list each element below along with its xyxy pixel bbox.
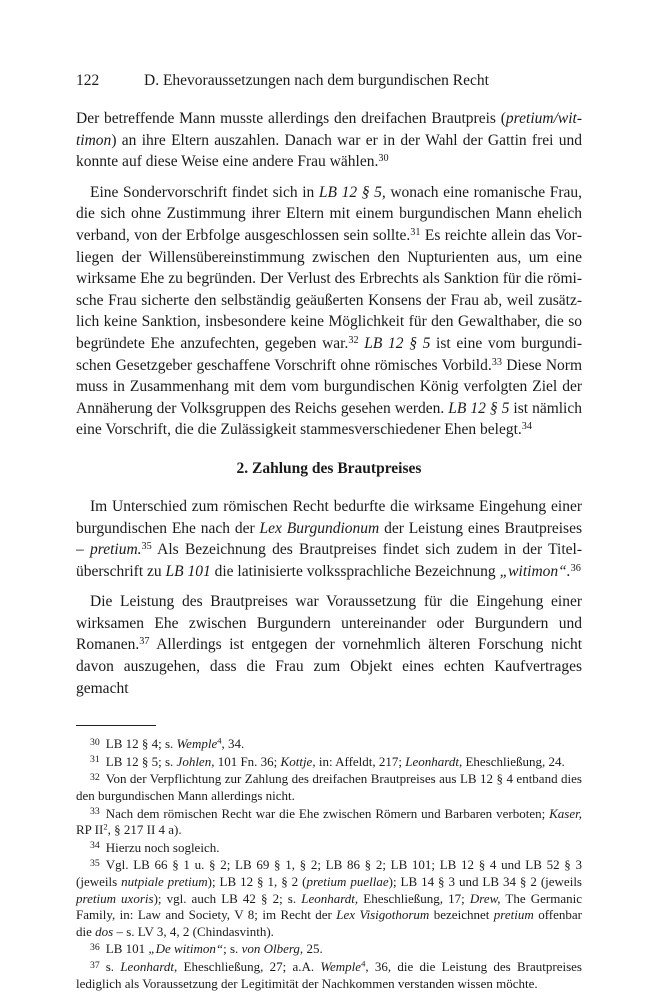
- italic-text: „De witimon“: [148, 941, 224, 957]
- text: Es reichte allein das Vorliegen der Willensübereinstimmung zwischen den Nupturienten aus, um eine wirksame Ehe zu begründen. Der Verlust des Erbrechts als Sanktion für die römische Frau sicherte den selbständig geäußerten Konsens der Frau ab, weil zusätzlich keine Sanktion, insbesondere keine Möglichkeit für den Gewalthaber, die so begründete Ehe anzufechten, gegeben war.: [76, 226, 582, 352]
- italic-text: pretium/wittimon: [76, 110, 582, 149]
- footnote-ref-34[interactable]: 34: [521, 421, 532, 433]
- text: Vgl. LB 66 § 1 u. § 2; LB 69 § 1, § 2; LB 86 § 2; LB 101; LB 12 § 4 und LB 52 § 3 (jeweils: [76, 857, 582, 889]
- footnotes: [76, 736, 582, 992]
- text: Eheschließung, 24.: [462, 753, 565, 769]
- text: ist nämlich eine Vorschrift, die die Zulässigkeit stammesverschiedener Ehen belegt.: [76, 399, 582, 439]
- footnote-number: 35: [90, 858, 100, 869]
- footnote-number: 32: [90, 772, 100, 784]
- text: – s. LV 3, 4, 2 (Chindasvinth).: [113, 923, 274, 939]
- italic-text: Leonhardt,: [120, 958, 178, 974]
- italic-text: Kaser,: [549, 805, 582, 821]
- footnote-ref-31[interactable]: 31: [410, 226, 421, 238]
- footnote-36: [76, 941, 582, 958]
- footnote-ref-35[interactable]: 35: [141, 540, 152, 552]
- text: Im Unterschied zum römischen Recht bedurfte die wirksame Eingehung einer burgundischen Ehe nach der: [76, 497, 582, 537]
- footnote-number: 30: [90, 736, 100, 748]
- italic-text: dos: [95, 923, 114, 939]
- text: ); vgl. auch LB 42 § 2; s.: [153, 890, 302, 906]
- italic-text: Wemple: [176, 736, 218, 752]
- text: 25.: [303, 941, 323, 957]
- italic-text: von Olberg,: [241, 941, 304, 957]
- text: ) an ihre Eltern auszahlen. Danach war er in der Wahl der Gattin frei und konnte auf diese Weise eine andere Frau wählen.: [76, 131, 582, 171]
- italic-text: Drew,: [469, 890, 501, 906]
- footnote-ref-36[interactable]: 36: [570, 562, 581, 574]
- italic-text: LB 12 § 5,: [318, 183, 386, 201]
- footnote-33: [76, 806, 582, 839]
- text: , § 217 II 4 a).: [107, 822, 182, 838]
- italic-text: Leonhardt,: [405, 753, 463, 769]
- text: bezeichnet: [429, 907, 494, 923]
- text: Eheschließung, 17;: [358, 890, 470, 906]
- footnote-number: 31: [90, 754, 100, 766]
- running-header: [76, 70, 582, 92]
- italic-text: nutpiale pretium: [121, 874, 208, 889]
- footnote-35: [76, 857, 582, 940]
- text: ); LB 12 § 1, § 2 (: [207, 874, 307, 889]
- footnote-number: 37: [90, 959, 100, 971]
- text: , 34.: [221, 736, 245, 752]
- book-page: [76, 70, 582, 993]
- footnote-34: [76, 840, 582, 857]
- footnote-32: [76, 771, 582, 804]
- footnote-ref-33[interactable]: 33: [491, 356, 502, 368]
- text: Allerdings ist entgegen der vornehmlich älteren Forschung nicht davon auszugehen, dass die Frau zum Objekt eines echten Kaufvertrages gemacht: [76, 636, 582, 697]
- footnote-31: [76, 754, 582, 771]
- italic-text: pretium uxoris: [76, 890, 154, 906]
- running-title: D. Ehevoraussetzungen nach dem burgundischen Recht: [144, 72, 489, 89]
- text: Eine Sondervorschrift findet sich in: [90, 183, 319, 201]
- text: wonach eine romanische Frau, die sich ohne Zustimmung ihrer Eltern mit einem burgundischen Mann ehelich verband, von der Erbfolge ausgeschlossen sein sollte.: [76, 183, 582, 244]
- section-heading: 2. Zahlung des Brautpreises: [236, 459, 422, 477]
- text: Eheschließung, 27; a.A.: [177, 958, 321, 974]
- footnote-ref-30[interactable]: 30: [378, 153, 389, 165]
- italic-text: Lex Visigothorum: [336, 907, 430, 923]
- italic-text: Lex Burgundionum: [259, 519, 380, 537]
- text: LB 101: [105, 941, 149, 957]
- text: ); LB 14 § 3 und LB 34 § 2 (jeweils: [388, 874, 582, 889]
- text: in: Affeldt, 217;: [315, 753, 406, 769]
- footnote-separator: [76, 725, 156, 726]
- italic-text: pretium puellae: [306, 874, 389, 889]
- italic-text: pretium.: [90, 541, 142, 559]
- text: offenbar die: [76, 907, 582, 939]
- italic-text: „witimon“.: [499, 562, 571, 580]
- text: Nach dem römischen Recht war die Ehe zwischen Römern und Barbaren verboten;: [105, 805, 550, 821]
- text: LB 12 § 4; s.: [105, 736, 177, 752]
- italic-text: Kottje,: [280, 753, 316, 769]
- text: Diese Norm muss in Zusammenhang mit dem vom burgundischen König verfolgten Ziel der Annäherung der Volksgruppen des Reichs gesehen werden.: [76, 356, 582, 417]
- text: LB 12 § 5; s.: [105, 753, 177, 769]
- text: , 36, die die Leistung des Brautpreises lediglich als Voraussetzung der Legitimität der Nachkommen verstanden wissen möchte.: [76, 958, 582, 991]
- text: The Germanic Family, in: Law and Society, V 8; im Recht der: [76, 890, 582, 923]
- italic-text: Leonhardt,: [301, 890, 359, 906]
- text: ist eine vom burgundischen Gesetzgeber geschaffene Vorschrift ohne römisches Vorbild.: [76, 334, 582, 374]
- page-number: 122: [76, 72, 100, 89]
- text: Hierzu noch sogleich.: [105, 839, 220, 855]
- italic-text: LB 12 § 5: [364, 334, 431, 352]
- italic-text: pretium: [493, 907, 534, 923]
- text: 101 Fn. 36;: [214, 753, 281, 769]
- footnote-30: [76, 736, 582, 753]
- text: Als Bezeichnung des Brautpreises findet sich zudem in der Titelüberschrift zu: [76, 541, 582, 580]
- italic-text: Wemple: [320, 958, 362, 974]
- italic-text: LB 101: [165, 562, 211, 580]
- footnote-ref-37[interactable]: 37: [139, 636, 150, 648]
- footnote-number: 36: [90, 941, 100, 953]
- text: ; s.: [223, 941, 242, 957]
- text: Von der Verpflichtung zur Zahlung des dreifachen Brautpreises aus LB 12 § 4 entband dies den burgundischen Mann allerdings nicht.: [76, 771, 582, 804]
- superscript: 4: [361, 958, 366, 969]
- text: Der betreffende Mann musste allerdings den dreifachen Brautpreis (: [76, 110, 506, 127]
- paragraph-4: [76, 591, 582, 699]
- footnote-number: 34: [90, 840, 100, 852]
- text: der Leistung eines Brautpreises –: [76, 519, 582, 559]
- text: s.: [105, 958, 121, 974]
- superscript: 4: [217, 735, 222, 746]
- paragraph-2: [76, 182, 582, 441]
- footnote-number: 33: [90, 806, 100, 818]
- text: die latinisierte volkssprachliche Bezeichnung: [210, 562, 500, 580]
- paragraph-1: [76, 108, 582, 173]
- italic-text: LB 12 § 5: [448, 399, 510, 417]
- superscript: 2: [103, 821, 108, 832]
- footnote-37: [76, 959, 582, 992]
- paragraph-3: [76, 496, 582, 582]
- footnote-ref-32[interactable]: 32: [348, 334, 359, 346]
- italic-text: Johlen,: [176, 753, 215, 769]
- text: Die Leistung des Brautpreises war Voraussetzung für die Eingehung einer wirksamen Ehe zwischen Burgundern untereinander oder Burgundern und Romanen.: [76, 593, 582, 654]
- text: RP II: [76, 822, 104, 838]
